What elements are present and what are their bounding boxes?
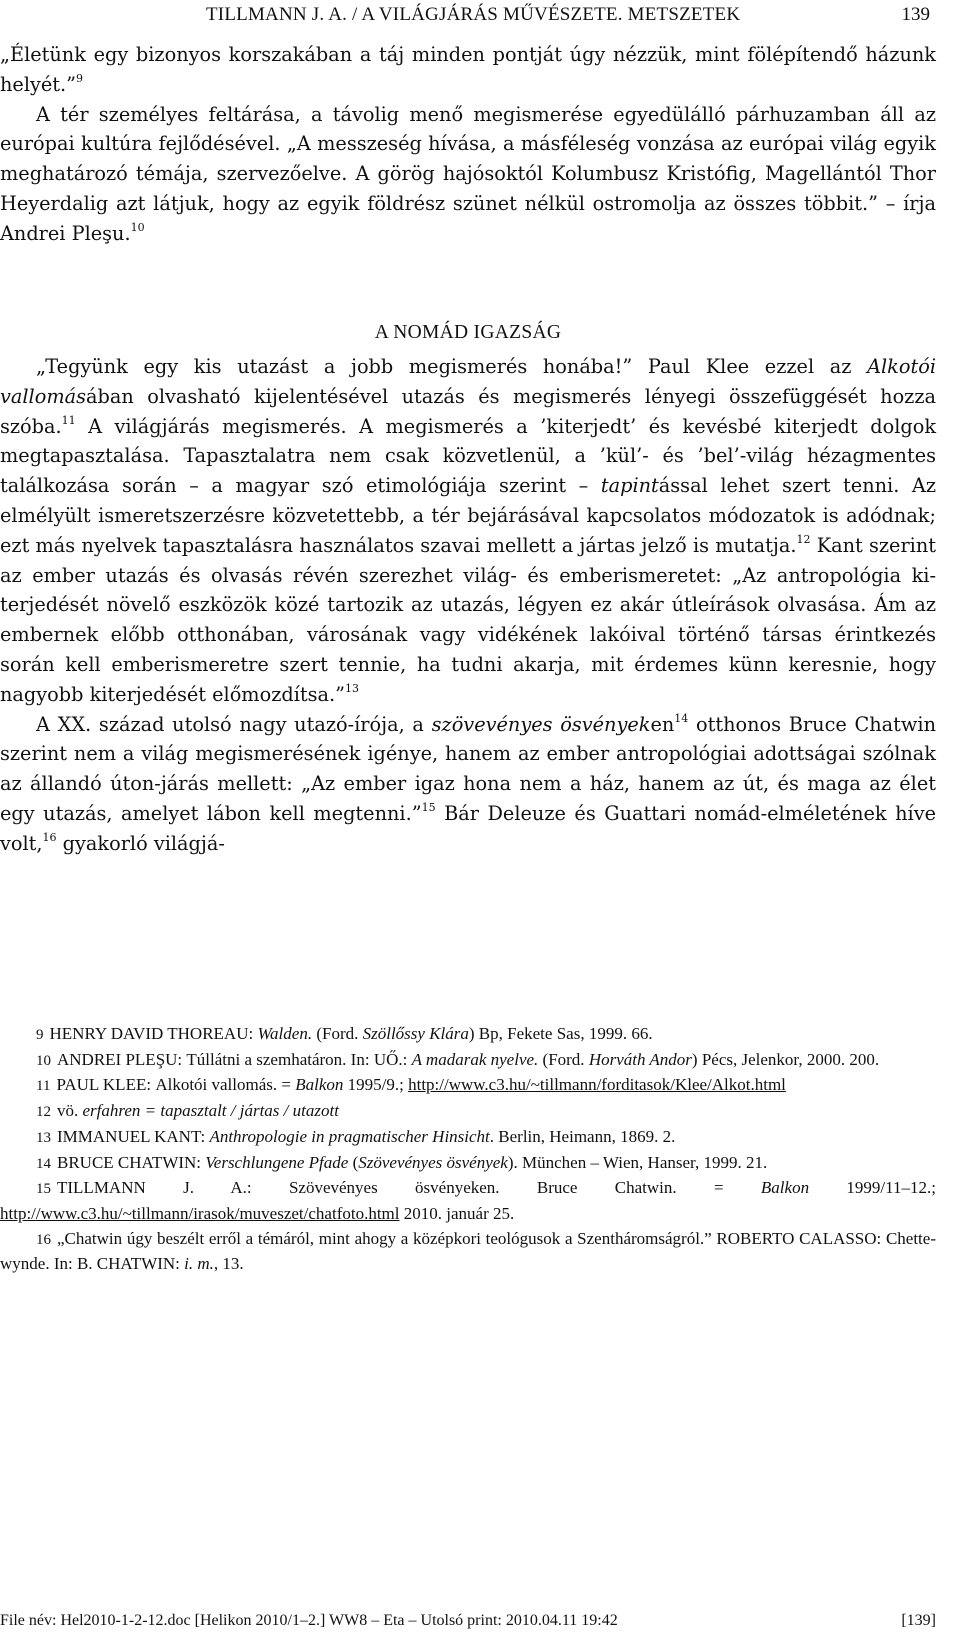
footnote-link[interactable]: http://www.c3.hu/~tillmann/forditasok/Klee/Alkot.html [408,1075,786,1095]
footnote-ref[interactable]: 16 [42,830,57,844]
intro-paragraph: A tér személyes feltárása, a távolig menő megismerése egyedülálló párhuzamban áll az európai kultúra fejlődésével. „A messzeség hívása, a másféleség vonzása az európai világ egyik meghatározó témája, szervezőelve. A görög hajósoktól Kolumbusz Kristófig, Magellántól Thor Heyerdalig azt látjuk, hogy az egyik földrész szünet nélkül ostromolja az összes többit.” – írja Andrei Pleşu.$^{10}$ [0,102,936,245]
footnote-13: 13 IMMANUEL KANT: Anthropologie in pragmatischer Hinsicht. Berlin, Heimann, 1869. 2. [36,1126,676,1146]
footnote-ref[interactable]: 14 [674,711,689,725]
footnote-ref[interactable]: 10 [130,220,145,234]
footnotes [0,1022,936,1277]
section-paragraph-2: A XX. század utolsó nagy utazó-írója, a szövevényes ösvényeken$^{14}$ otthonos Bruce Chatwin szerint nem a világ megismerésének igénye, hanem az ember antropológiai adottságai szólnak az állandó úton-járás mellett: „Az ember igaz hona nem a ház, hanem az út, és maga az élet egy utazás, amelyet lábon kell megtenni.”$^{15}$ Bár Deleuze és Guattari nomád-elméletének híve volt,$^{16}$ gyakorló világjá- [0,711,937,855]
footnote-11: 11 PAUL KLEE: Alkotói vallomás. = Balkon 1995/9.; http://www.c3.hu/~tillmann/forditasok/Klee/Alkot.html [36,1075,786,1095]
footnote-12: 12 vö. erfahren = tapasztalt / jártas / utazott [36,1101,339,1121]
footnote-10: 10 ANDREI PLEŞU: Túllátni a szemhatáron. In: UŐ.: A madarak nyelve. (Ford. Horváth Andor) Pécs, Jelenkor, 2000. 200. [36,1049,880,1069]
footnote-ref[interactable]: 12 [796,532,811,546]
footnote-ref[interactable]: 9 [76,71,84,85]
footnote-15: 15 TILLMANN J. A.: Szövevényes ösvényeken. Bruce Chatwin. = Balkon 1999/11–12.; http://www.c3.hu/~tillmann/irasok/muveszet/chatfoto.html 2010. január 25. [0,1178,936,1223]
footnote-16: 16 „Chatwin úgy beszélt erről a témáról, mint ahogy a középkori teológusok a Szentháromságról.” ROBERTO CALASSO: Chette-wynde. In: B. CHATWIN: i. m., 13. [0,1228,936,1274]
page-number: 139 [901,4,930,25]
footer-page-number: [139] [901,1612,936,1629]
running-title: TILLMANN J. A. / A VILÁGJÁRÁS MŰVÉSZETE. METSZETEK [206,4,741,25]
footnote-9: 9 HENRY DAVID THOREAU: Walden. (Ford. Szöllőssy Klára) Bp, Fekete Sas, 1999. 66. [36,1024,653,1043]
page-header [0,2,960,30]
footnote-link[interactable]: http://www.c3.hu/~tillmann/irasok/muveszet/chatfoto.html [0,1203,400,1223]
footnote-ref[interactable]: 13 [345,681,359,695]
section-text [0,352,936,859]
footnote-14: 14 BRUCE CHATWIN: Verschlungene Pfade (Szövevényes ösvények). München – Wien, Hanser, 1999. 21. [36,1152,768,1172]
footnote-ref[interactable]: 11 [61,413,76,427]
section-title: A NOMÁD IGAZSÁG [374,322,562,343]
footnote-ref[interactable]: 15 [421,800,436,814]
footer-file-info: File név: Hel2010-1-2-12.doc [Helikon 2010/1–2.] WW8 – Eta – Utolsó print: 2010.04.11 19:42 [0,1612,618,1629]
intro-quote: „Életünk egy bizonyos korszakában a táj minden pontját úgy nézzük, mint fölépítendő házunk helyét.”$^9$ [0,43,936,96]
intro-text [0,40,936,249]
section-paragraph-1: „Tegyünk egy kis utazást a jobb megismerés honába!” Paul Klee ezzel az Alkotói vallomásában olvasható kijelentésével utazás és megismerés lényegi összefüggését hozza szóba.$^{11}$ A világjárás megismerés. A megismerés a ’kiterjedt’ és kevésbé kiterjedt dolgok megtapasztalása. Tapasztalatra nem csak közvetlenül, a ’kül’- és ’bel’-világ hézagmentes találkozása során – a magyar szó etimológiája szerint – tapintással lehet szert tenni. Az elmélyült ismeretszerzésre közvetettebb, a tér bejárásával kapcsolatos módozatok is adódnak; ezt más nyelvek tapasztalásra használatos szavai mellett a jártas jelző is mutatja.$^{12}$ Kant szerint az ember utazás és olvasás révén szerezhet világ- és emberismeretet: „Az antropológia kiterjedését növelő eszközök közé tartozik az utazás, légyen ez akár útleírások olvasása. Ám az embernek előbb otthonában, városának vagy vidékének lakóival történő társas érintkezés során kell emberismeretre szert tennie, ha tudni akarja, mit érdemes künn keresnie, hogy nagyobb kiterjedését előmozdítsa.”$^{13}$ [0,355,936,706]
